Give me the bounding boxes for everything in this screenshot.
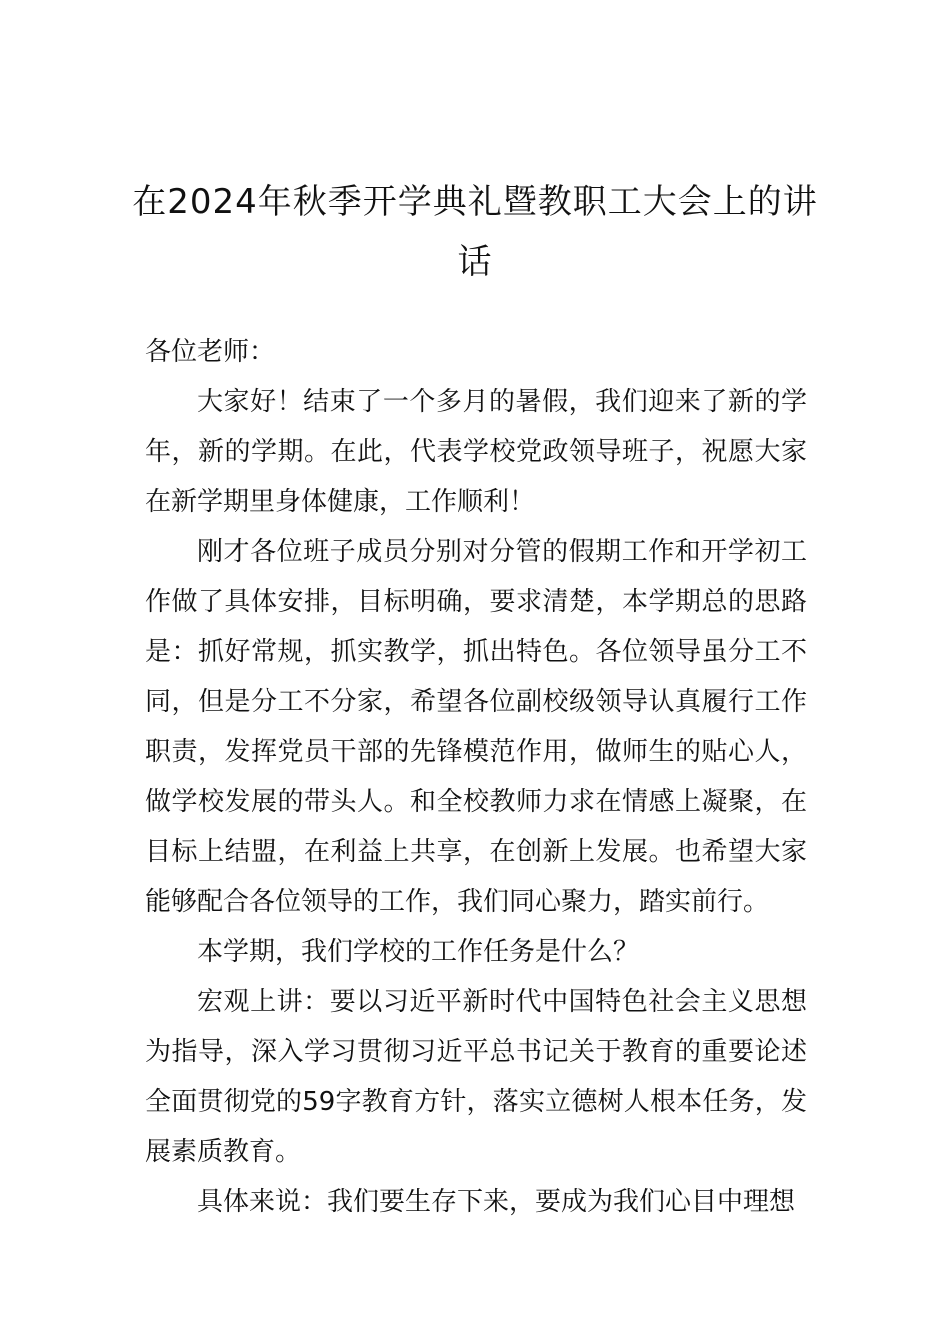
- paragraph-specific-goals: 具体来说：我们要生存下来，要成为我们心目中理想: [197, 1187, 796, 1217]
- paragraph-greeting: 大家好！结束了一个多月的暑假，我们迎来了新的学年，新的学期。在此，代表学校党政领导班子，祝愿大家在新学期里身体健康，工作顺利！: [145, 387, 807, 517]
- document-body: [145, 327, 807, 1227]
- document-title: 在2024年秋季开学典礼暨教职工大会上的讲话: [132, 182, 818, 282]
- paragraph-macro-guidance: 宏观上讲：要以习近平新时代中国特色社会主义思想为指导，深入学习贯彻习近平总书记关于教育的重要论述全面贯彻党的59字教育方针，落实立德树人根本任务，发展素质教育。: [145, 987, 807, 1167]
- salutation: 各位老师：: [145, 337, 276, 367]
- paragraph-question: 本学期，我们学校的工作任务是什么？: [197, 937, 640, 967]
- paragraph-semester-plan: 刚才各位班子成员分别对分管的假期工作和开学初工作做了具体安排，目标明确，要求清楚，本学期总的思路是：抓好常规，抓实教学，抓出特色。各位领导虽分工不同，但是分工不分家，希望各位副校级领导认真履行工作职责，发挥党员干部的先锋模范作用，做师生的贴心人，做学校发展的带头人。和全校教师力求在情感上凝聚，在目标上结盟，在利益上共享，在创新上发展。也希望大家能够配合各位领导的工作，我们同心聚力，踏实前行。: [145, 537, 807, 917]
